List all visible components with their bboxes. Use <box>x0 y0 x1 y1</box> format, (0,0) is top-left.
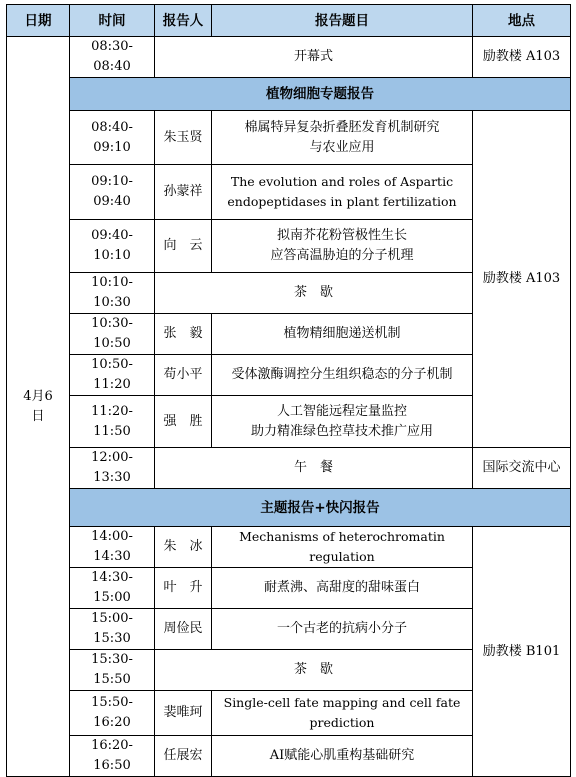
speaker-cell: 向 云 <box>155 220 212 273</box>
title-line: 应答高温胁迫的分子机理 <box>270 248 414 263</box>
header-row <box>7 5 571 37</box>
speaker-cell: 朱玉贤 <box>155 111 212 165</box>
event-cell: 茶 歇 <box>155 273 473 314</box>
venue-cell: 励教楼 B101 <box>473 527 571 777</box>
header-time: 时间 <box>70 5 155 37</box>
time-cell: 09:10-09:40 <box>70 165 155 220</box>
title-line: 助力精准绿色控草技术推广应用 <box>250 423 433 439</box>
header-venue: 地点 <box>473 5 571 37</box>
event-cell: 茶 歇 <box>155 650 473 691</box>
time-cell: 08:40-09:10 <box>70 111 155 165</box>
venue-cell: 励教楼 A103 <box>473 37 571 78</box>
title-cell <box>212 691 473 736</box>
section-title: 主题报告+快闪报告 <box>70 489 571 527</box>
title-line: 拟南芥花粉管极性生长 <box>276 228 407 243</box>
section-row <box>7 489 571 527</box>
title-cell <box>212 220 473 273</box>
time-cell: 08:30-08:40 <box>70 37 155 78</box>
speaker-cell: 朱 冰 <box>155 527 212 568</box>
time-cell: 10:50-11:20 <box>70 355 155 396</box>
title-cell: 一个古老的抗病小分子 <box>212 609 473 650</box>
date-line1: 4月6 <box>23 388 53 404</box>
title-line: endopeptidases in plant fertilization <box>227 194 457 209</box>
table-row <box>7 111 571 165</box>
title-line: Single-cell fate mapping and cell fate <box>223 695 461 710</box>
speaker-cell: 孙蒙祥 <box>155 165 212 220</box>
table-row <box>7 37 571 78</box>
speaker-cell: 裴唯珂 <box>155 691 212 736</box>
section-title: 植物细胞专题报告 <box>70 78 571 111</box>
date-cell <box>7 37 70 777</box>
speaker-cell: 强 胜 <box>155 396 212 448</box>
header-speaker: 报告人 <box>155 5 212 37</box>
time-cell: 15:00-15:30 <box>70 609 155 650</box>
speaker-cell: 任展宏 <box>155 736 212 777</box>
title-line: prediction <box>309 715 375 730</box>
venue-cell: 励教楼 A103 <box>473 111 571 448</box>
time-cell: 14:30-15:00 <box>70 568 155 609</box>
table-row <box>7 527 571 568</box>
section-row <box>7 78 571 111</box>
venue-cell: 国际交流中心 <box>473 448 571 489</box>
header-date: 日期 <box>7 5 70 37</box>
time-cell: 09:40-10:10 <box>70 220 155 273</box>
date-line2: 日 <box>31 408 45 424</box>
title-cell: 耐煮沸、高甜度的甜味蛋白 <box>212 568 473 609</box>
title-line: The evolution and roles of Aspartic <box>230 174 454 189</box>
time-cell: 10:30-10:50 <box>70 314 155 355</box>
title-cell <box>212 396 473 448</box>
title-line: 人工智能远程定量监控 <box>276 403 407 419</box>
speaker-cell: 叶 升 <box>155 568 212 609</box>
time-cell: 16:20-16:50 <box>70 736 155 777</box>
time-cell: 10:10-10:30 <box>70 273 155 314</box>
event-cell: 午 餐 <box>155 448 473 489</box>
time-cell: 15:30-15:50 <box>70 650 155 691</box>
time-cell: 12:00-13:30 <box>70 448 155 489</box>
title-line: 棉属特异复杂折叠胚发育机制研究 <box>244 119 440 135</box>
speaker-cell: 周俭民 <box>155 609 212 650</box>
time-cell: 14:00-14:30 <box>70 527 155 568</box>
title-cell <box>212 165 473 220</box>
title-cell: 植物精细胞递送机制 <box>212 314 473 355</box>
title-cell: AI赋能心肌重构基础研究 <box>212 736 473 777</box>
speaker-cell: 苟小平 <box>155 355 212 396</box>
title-cell: 受体激酶调控分生组织稳态的分子机制 <box>212 355 473 396</box>
title-cell: Mechanisms of heterochromatin regulation <box>212 527 473 568</box>
header-title: 报告题目 <box>212 5 473 37</box>
schedule-table <box>6 4 571 777</box>
time-cell: 15:50-16:20 <box>70 691 155 736</box>
title-cell <box>212 111 473 165</box>
time-cell: 11:20-11:50 <box>70 396 155 448</box>
table-row <box>7 448 571 489</box>
title-line: 与农业应用 <box>309 139 375 155</box>
speaker-cell: 张 毅 <box>155 314 212 355</box>
event-cell: 开幕式 <box>155 37 473 78</box>
